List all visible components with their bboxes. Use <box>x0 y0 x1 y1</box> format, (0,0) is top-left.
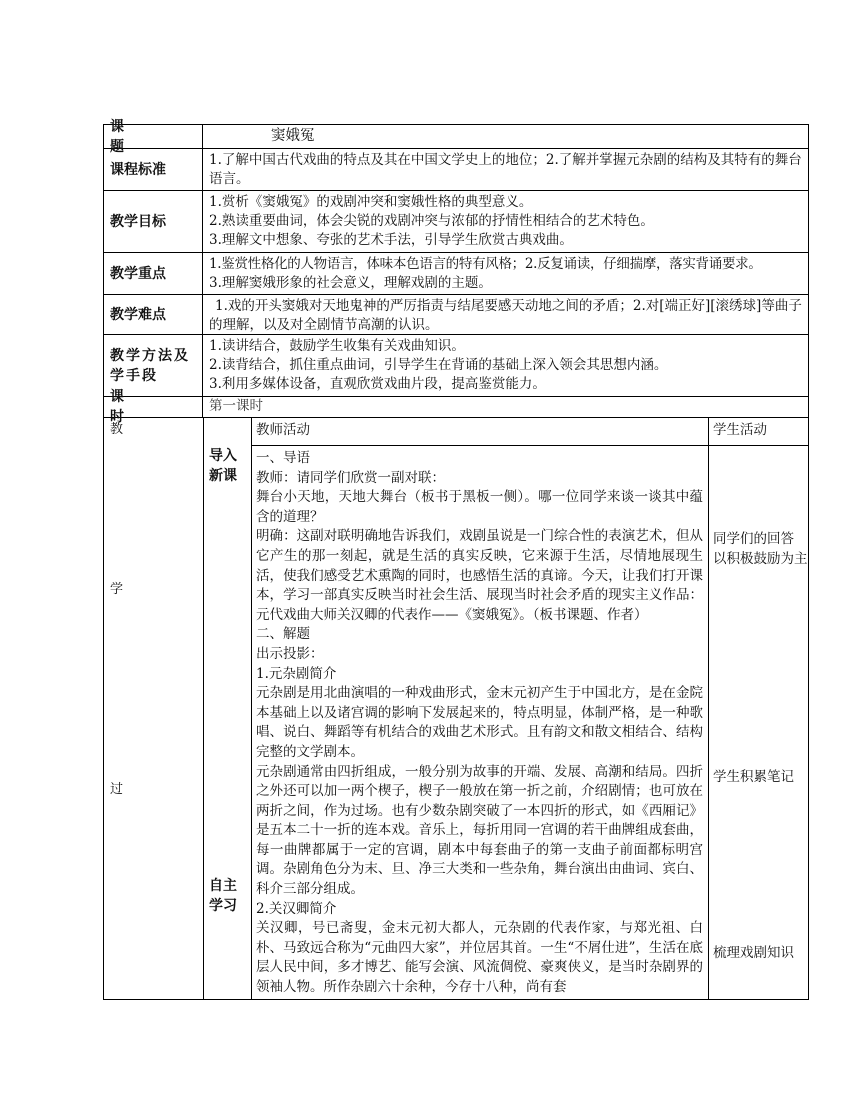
row-value <box>203 149 808 190</box>
text-line: 2.读背结合，抓住重点曲词，引导学生在背诵的基础上深入领会其思想内涵。 <box>209 357 668 373</box>
row-label: 教学重点 <box>104 253 203 294</box>
row-methods <box>104 335 808 397</box>
row-difficulties <box>104 295 808 335</box>
row-label: 课 题 <box>104 125 203 148</box>
class-period: 第一课时 <box>209 398 263 414</box>
text-line: 1.戏的开头窦娥对天地鬼神的严厉指责与结尾要感天动地之间的矛盾；2.对[端正好][滚绣球]等曲子的理解，以及对全剧情节高潮的认识。 <box>209 298 802 333</box>
text-line: 1.元杂剧简介 <box>256 665 337 682</box>
stage-self-study: 自主学习 <box>209 878 237 914</box>
stage-intro: 导入新课 <box>209 448 237 484</box>
text-line: 3.理解文中想象、夸张的艺术手法，引导学生欣赏古典戏曲。 <box>209 232 573 248</box>
text-line: 1.赏析《窦娥冤》的戏剧冲突和窦娥性格的典型意义。 <box>209 194 533 210</box>
teacher-activity-content <box>251 446 708 998</box>
text-line: 3.利用多媒体设备，直观欣赏戏曲片段，提高鉴赏能力。 <box>209 376 546 392</box>
row-value <box>203 295 808 334</box>
teacher-activity-column <box>251 418 709 999</box>
row-label: 教学方法及学手段 <box>104 335 203 396</box>
process-char: 教 <box>110 422 124 437</box>
text-line: 元杂剧通常由四折组成，一般分别为故事的开端、发展、高潮和结局。四折之外还可以加一两个楔子，楔子一般放在第一折之前，介绍剧情；也可放在两折之间，作为过场。也有少数杂剧突破了一本四折的形式，如《西厢记》是五本二十一折的连本戏。音乐上，每折用同一宫调的若干曲牌组成套曲，每一曲牌都属于一定的宫调，剧本中每套曲子的第一支曲子前面都标明宫调。杂剧角色分为末、旦、净三大类和一些杂角，舞台演出由曲词、宾白、科介三部分组成。 <box>256 763 703 898</box>
process-char: 过 <box>110 782 124 797</box>
row-label: 课程标准 <box>104 149 203 190</box>
student-note: 学生积累笔记 <box>713 769 794 785</box>
text-line: 舞台小天地，天地大舞台（板书于黑板一侧）。哪一位同学来谈一谈其中蕴含的道理？ <box>256 489 703 525</box>
row-label: 教学难点 <box>104 295 203 334</box>
stage-column <box>203 418 252 999</box>
process-label-column <box>104 418 204 999</box>
row-curriculum-standard <box>104 149 808 191</box>
student-activity-header: 学生活动 <box>708 418 808 446</box>
text-line: 出示投影： <box>256 645 324 662</box>
text-line: 1.了解中国古代戏曲的特点及其在中国文学史上的地位；2.了解并掌握元杂剧的结构及其特有的舞台语言。 <box>209 152 802 187</box>
student-note: 梳理戏剧知识 <box>713 945 794 961</box>
row-label: 课 时 <box>104 397 203 417</box>
student-note: 同学们的回答 <box>713 531 794 547</box>
row-teaching-goals <box>104 191 808 253</box>
teacher-activity-header: 教师活动 <box>251 418 708 446</box>
row-value <box>203 191 808 252</box>
process-char: 学 <box>110 582 124 597</box>
text-line: 2.关汉卿简介 <box>256 900 337 917</box>
row-label: 教学目标 <box>104 191 203 252</box>
text-line: 教师：请同学们欣赏一副对联： <box>256 469 445 486</box>
text-line: 元杂剧是用北曲演唱的一种戏曲形式，金末元初产生于中国北方，是在金院本基础上以及诸宫调的影响下发展起来的，特点明显，体制严格，是一种歌唱、说白、舞蹈等有机结合的戏曲艺术形式。且有韵文和散文相结合、结构完整的文学剧本。 <box>256 685 703 760</box>
student-activity-column <box>708 418 808 999</box>
row-value <box>203 253 808 294</box>
row-class-period <box>104 389 808 425</box>
teaching-process-section <box>104 418 808 999</box>
text-line: 明确：这副对联明确地告诉我们，戏剧虽说是一门综合性的表演艺术，但从它产生的那一刻起，就是生活的真实反映，它来源于生活，尽情地展现生活，使我们感受艺术熏陶的同时，也感悟生活的真谛。今天，让我们打开课本，学习一部真实反映当时社会生活、展现当时社会矛盾的现实主义作品：元代戏曲大师关汉卿的代表作——《窦娥冤》。（板书课题、作者） <box>256 528 703 623</box>
text-line: 二、解题 <box>256 626 310 643</box>
student-note: 以积极鼓励为主 <box>713 551 808 567</box>
text-line: 一、导语 <box>256 450 310 466</box>
row-value <box>203 335 808 396</box>
text-line: 3.理解窦娥形象的社会意义，理解戏剧的主题。 <box>209 275 492 291</box>
row-topic <box>104 118 808 155</box>
row-key-points <box>104 253 808 295</box>
lesson-title: 窦娥冤 <box>271 128 315 144</box>
text-line: 2.熟读重要曲词，体会尖锐的戏剧冲突与浓郁的抒情性相结合的艺术特色。 <box>209 213 654 229</box>
text-line: 关汉卿，号已斋叟，金末元初大都人，元杂剧的代表作家，与郑光祖、白朴、马致远合称为“元曲四大家”，并位居其首。一生“不屑仕进”，生活在底层人民中间，多才博艺、能写会演、风流倜傥、豪爽侠义，是当时杂剧界的领袖人物。所作杂剧六十余种，今存十八种，尚有套 <box>256 920 703 996</box>
lesson-plan-table <box>103 118 809 1000</box>
text-line: 1.读讲结合，鼓励学生收集有关戏曲知识。 <box>209 338 465 354</box>
text-line: 1.鉴赏性格化的人物语言，体味本色语言的特有风格；2.反复诵读，仔细揣摩，落实背诵要求。 <box>209 256 762 272</box>
